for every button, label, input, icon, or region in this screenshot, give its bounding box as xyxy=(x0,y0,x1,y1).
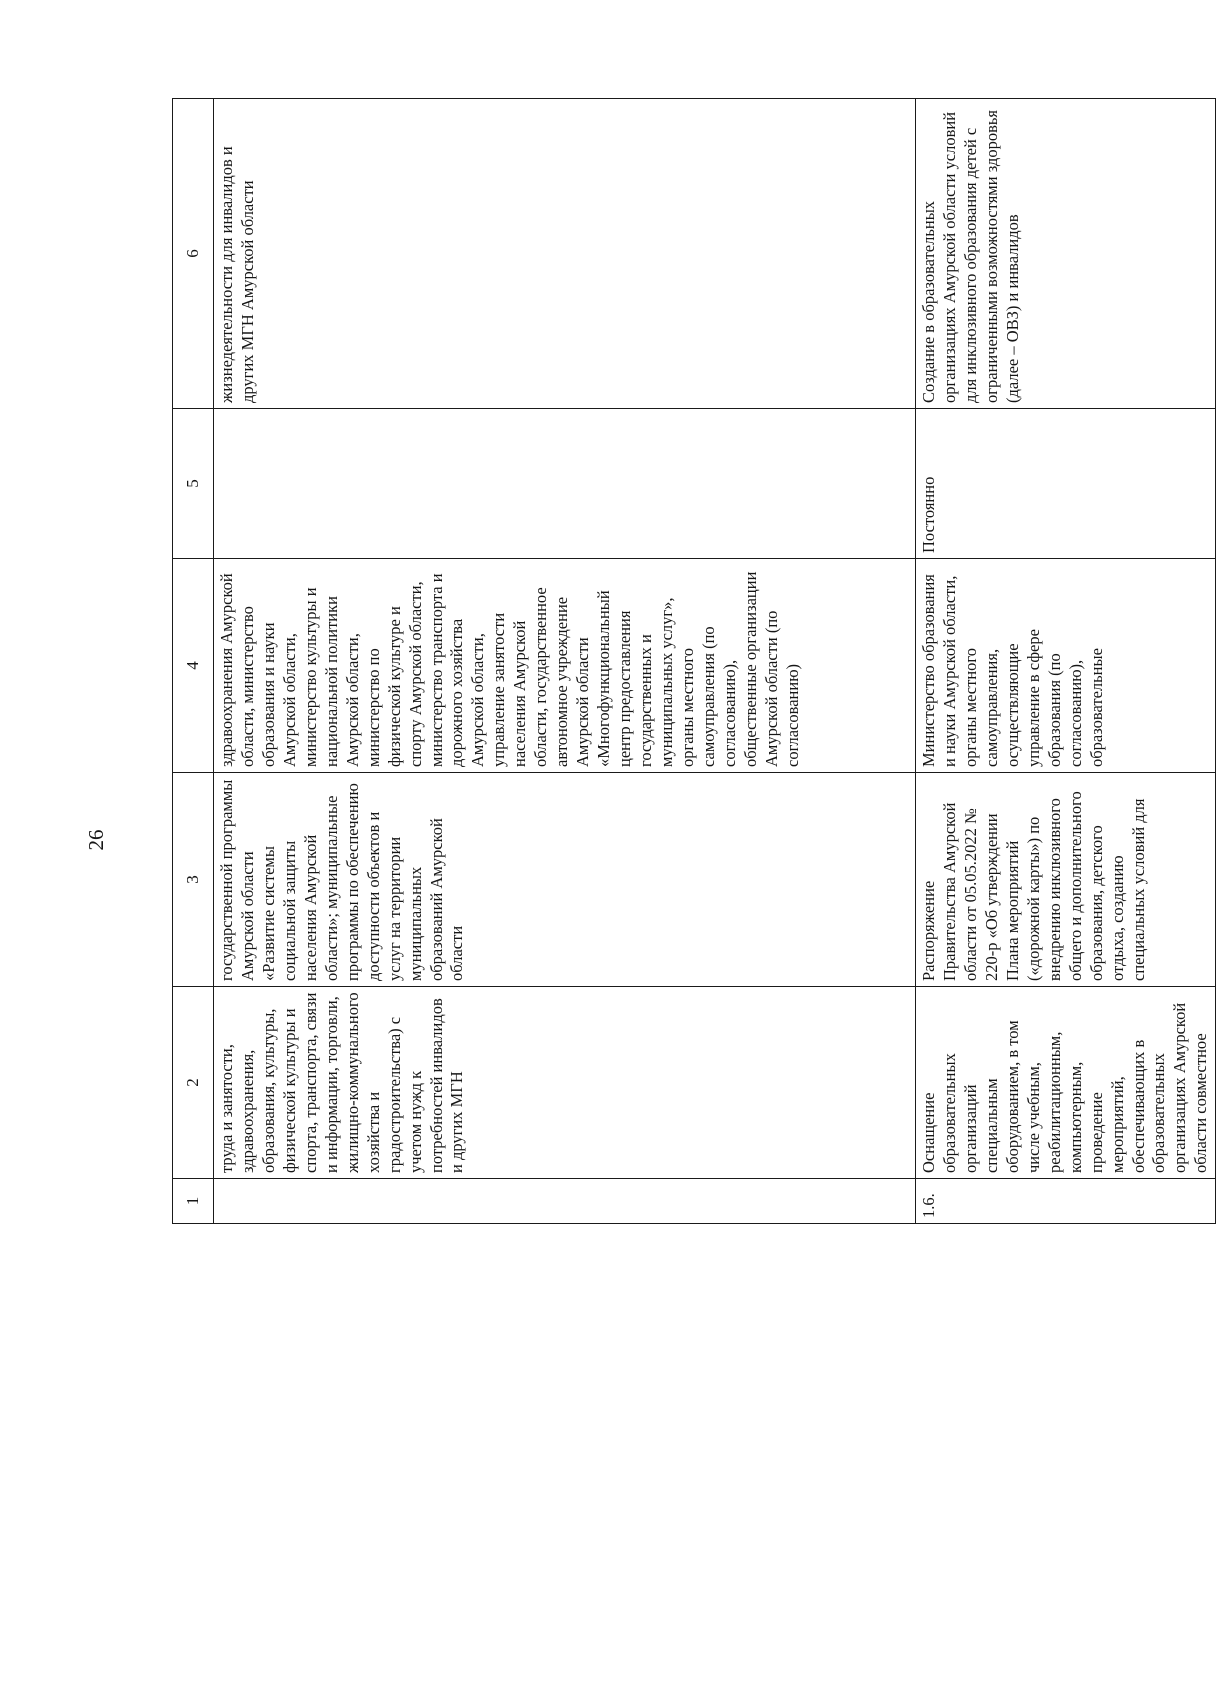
cell-text: Постоянно xyxy=(919,476,938,553)
table-header-row xyxy=(173,99,214,1224)
document-table xyxy=(172,98,1216,1224)
cell-text: Оснащение образовательных организаций специальным оборудованием, в том числе учебным, реабилитационным, компьютерным, проведение мероприятий, обеспечивающих в образовательных организациях Амурской области совместное xyxy=(919,1002,1211,1173)
cell-number xyxy=(916,1179,1216,1224)
cell-responsible xyxy=(916,559,1216,773)
cell-responsible: здравоохранения Амурской области, министерство образования и науки Амурской области, министерство культуры и национальной политики Амурской области, министерство по физической культуре и спорту Амурской области, министерство транспорта и дорожного хозяйства Амурской области, управление занятости населения Амурской области, государственное автономное учреждение Амурской области «Многофункциональный центр предоставления государственных и муниципальных услуг», органы местного самоуправления (по согласованию), общественные организации Амурской области (по согласованию) xyxy=(214,559,916,773)
cell-text: Министерство образования и науки Амурской области, органы местного самоуправления, осуществляющие управление в сфере образования (по согласованию), образовательные xyxy=(919,574,1106,767)
cell-result xyxy=(916,99,1216,409)
cell-deadline xyxy=(214,409,916,559)
cell-activity: труда и занятости, здравоохранения, образования, культуры, физической культуры и спорта, транспорта, связи и информации, торговли, жилищно-коммунального хозяйства и градостроительства) с учетом нужд к потребностей инвалидов и других МГН xyxy=(214,987,916,1179)
cell-result: жизнедеятельности для инвалидов и других МГН Амурской области xyxy=(214,99,916,409)
header-cell: 4 xyxy=(173,559,214,773)
header-cell: 6 xyxy=(173,99,214,409)
cell-deadline xyxy=(916,409,1216,559)
header-cell: 2 xyxy=(173,987,214,1179)
cell-text: Распоряжение Правительства Амурской области от 05.05.2022 № 220-р «Об утверждении Плана мероприятий («дорожной карты») по внедрению инклюзивного общего и дополнительного образования, детского отдыха, созданию специальных условий для xyxy=(919,791,1148,981)
header-cell: 5 xyxy=(173,409,214,559)
cell-basis: государственной программы Амурской области «Развитие системы социальной защиты населения Амурской области»; муниципальные программы по обеспечению доступности объектов и услуг на территории муниципальных образований Амурской области xyxy=(214,773,916,987)
cell-text: Создание в образовательных организациях Амурской области условий для инклюзивного образования детей с ограниченными возможностями здоровья (далее – ОВЗ) и инвалидов xyxy=(919,110,1022,403)
cell-activity xyxy=(916,987,1216,1179)
header-cell: 1 xyxy=(173,1179,214,1224)
cell-basis xyxy=(916,773,1216,987)
rotated-table-container xyxy=(172,99,1211,1224)
table-row xyxy=(916,99,1216,1224)
cell-number xyxy=(214,1179,916,1224)
header-cell: 3 xyxy=(173,773,214,987)
cell-text: 1.6. xyxy=(919,1193,938,1218)
table-row xyxy=(214,99,916,1224)
page-number: 26 xyxy=(84,829,108,851)
